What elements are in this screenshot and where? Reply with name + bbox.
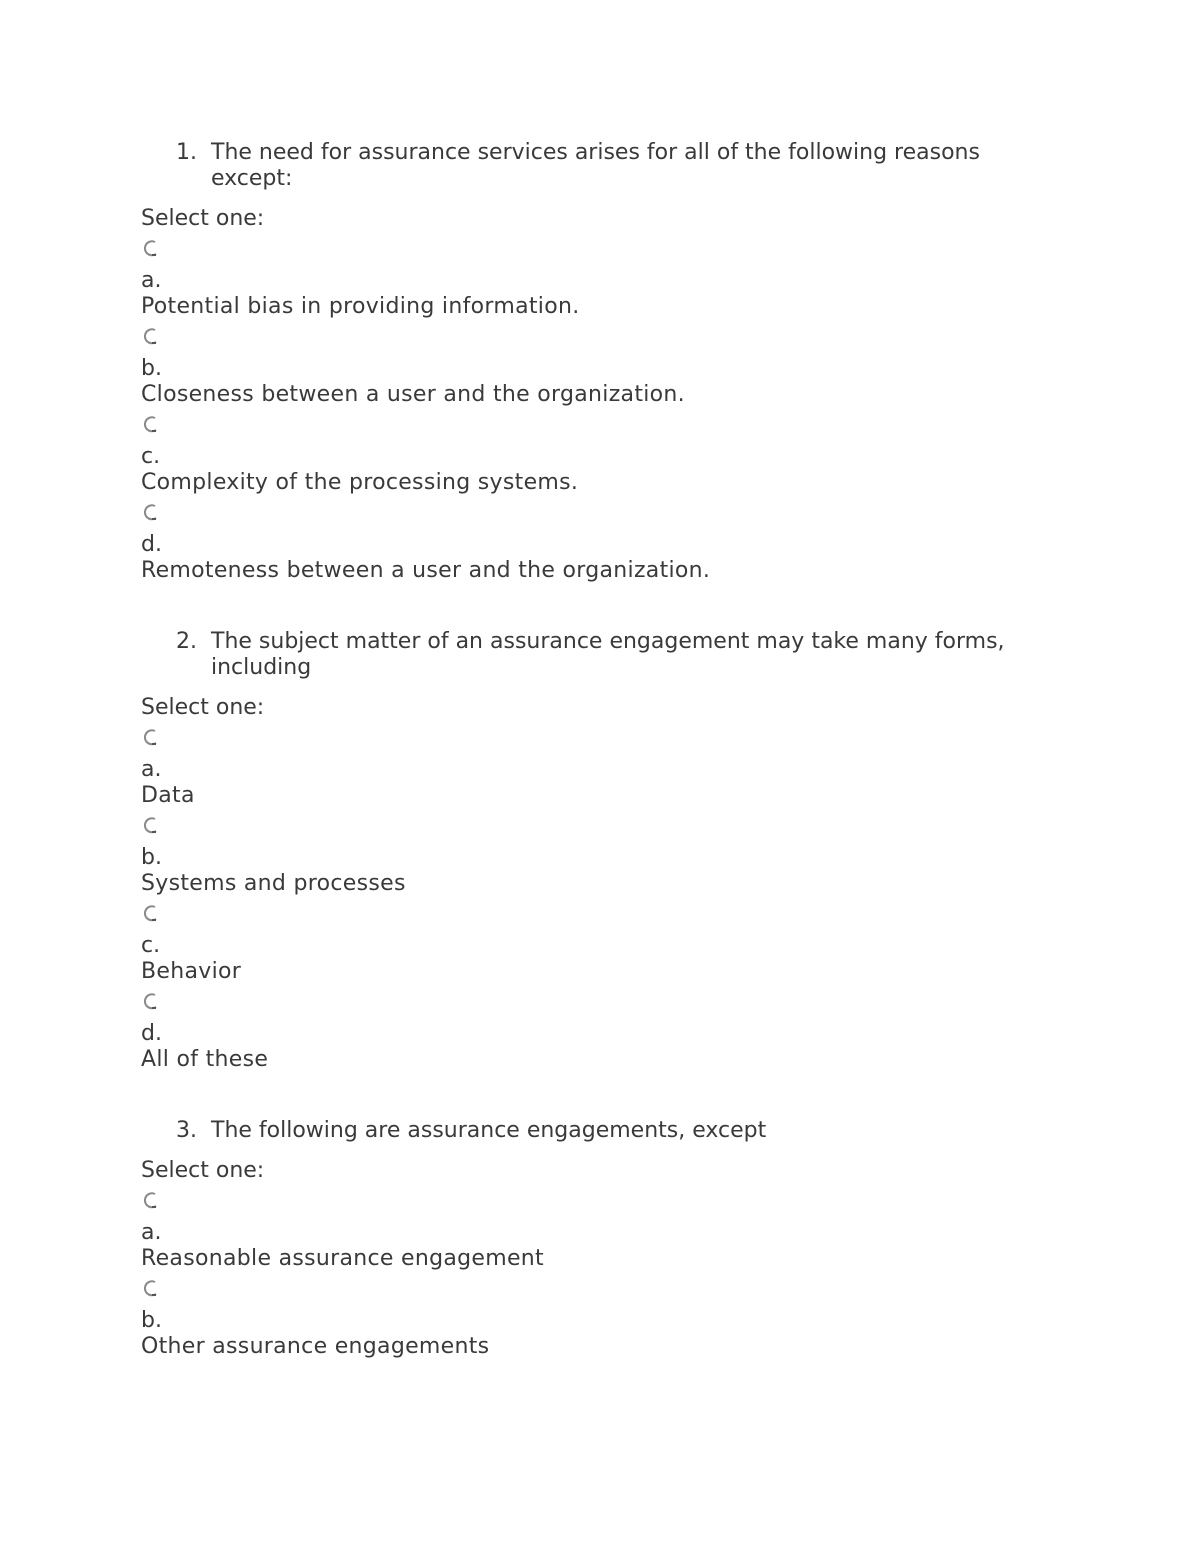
question-3 — [141, 1118, 1041, 1360]
select-one-prompt: Select one: — [141, 695, 265, 720]
radio-button-icon[interactable] — [141, 727, 163, 749]
radio-button-icon[interactable] — [141, 815, 163, 837]
radio-button-icon[interactable] — [141, 1190, 163, 1212]
option-text: Behavior — [141, 959, 242, 984]
option-letter: a. — [141, 1220, 162, 1245]
question-number: 2. — [176, 629, 197, 654]
question-text: The need for assurance services arises for all of the following reasons except: — [211, 140, 980, 191]
option-letter: c. — [141, 933, 161, 958]
option-c[interactable] — [141, 414, 1041, 496]
option-a[interactable] — [141, 1190, 1041, 1272]
question-stem — [141, 1118, 1041, 1144]
question-2 — [141, 629, 1041, 1073]
option-a[interactable] — [141, 727, 1041, 809]
question-1 — [141, 140, 1041, 584]
option-letter: d. — [141, 1021, 162, 1046]
option-b[interactable] — [141, 815, 1041, 897]
option-c[interactable] — [141, 903, 1041, 985]
question-stem — [141, 629, 1041, 681]
option-d[interactable] — [141, 991, 1041, 1073]
option-text: Complexity of the processing systems. — [141, 470, 579, 495]
option-text: Reasonable assurance engagement — [141, 1246, 544, 1271]
radio-button-icon[interactable] — [141, 903, 163, 925]
option-letter: d. — [141, 532, 162, 557]
question-text: The following are assurance engagements, except — [211, 1118, 767, 1143]
question-number: 3. — [176, 1118, 197, 1143]
option-text: All of these — [141, 1047, 269, 1072]
option-letter: c. — [141, 444, 161, 469]
radio-button-icon[interactable] — [141, 414, 163, 436]
option-b[interactable] — [141, 1278, 1041, 1360]
question-text: The subject matter of an assurance engagement may take many forms, including — [211, 629, 1005, 680]
radio-button-icon[interactable] — [141, 991, 163, 1013]
select-one-prompt: Select one: — [141, 1158, 265, 1183]
question-number: 1. — [176, 140, 197, 165]
option-text: Data — [141, 783, 195, 808]
option-text: Remoteness between a user and the organization. — [141, 558, 711, 583]
quiz-page — [141, 140, 1041, 1405]
option-d[interactable] — [141, 502, 1041, 584]
option-text: Other assurance engagements — [141, 1334, 490, 1359]
question-stem — [141, 140, 1041, 192]
option-letter: b. — [141, 845, 162, 870]
option-text: Potential bias in providing information. — [141, 294, 580, 319]
option-letter: a. — [141, 757, 162, 782]
radio-button-icon[interactable] — [141, 1278, 163, 1300]
option-text: Closeness between a user and the organization. — [141, 382, 685, 407]
option-letter: a. — [141, 268, 162, 293]
select-one-prompt: Select one: — [141, 206, 265, 231]
radio-button-icon[interactable] — [141, 326, 163, 348]
option-a[interactable] — [141, 238, 1041, 320]
option-b[interactable] — [141, 326, 1041, 408]
option-text: Systems and processes — [141, 871, 406, 896]
radio-button-icon[interactable] — [141, 238, 163, 260]
option-letter: b. — [141, 1308, 162, 1333]
option-letter: b. — [141, 356, 162, 381]
radio-button-icon[interactable] — [141, 502, 163, 524]
